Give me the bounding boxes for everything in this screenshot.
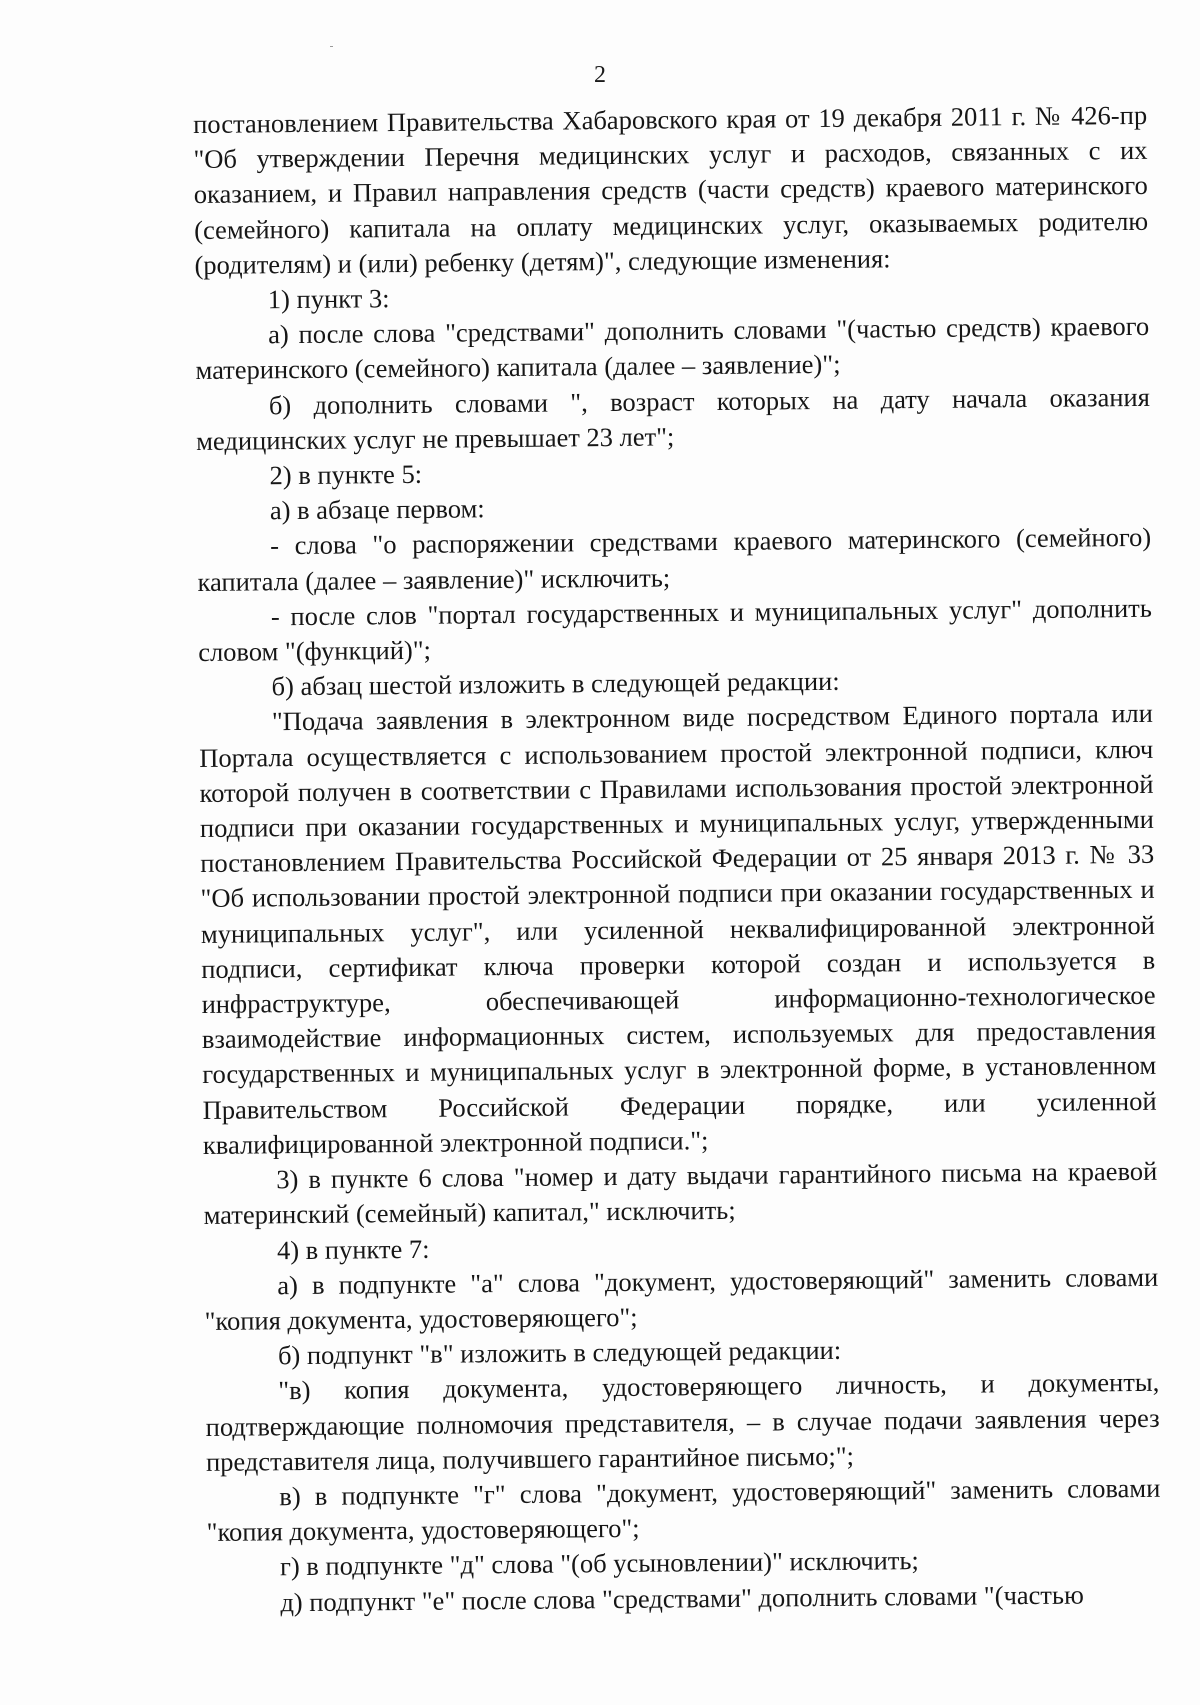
paragraph-item-4: 4) в пункте 7: — [276, 1233, 430, 1265]
paragraph-item-2a-dash-2: - после слов "портал государственных и муниципальных услуг" дополнить словом "(функций)"; — [198, 592, 1152, 668]
paragraph-item-4v: в) в подпункте "г" слова "документ, удостоверяющий" заменить словами "копия документа, удостоверяющего"; — [206, 1472, 1161, 1548]
paragraph-quote-signature: "Подача заявления в электронном виде посредством Единого портала или Портала осуществляется с использованием простой электронной подписи, ключ которой получен в соответствии с Правилами использования простой электронной подписи при оказании государственных и муниципальных услуг, утвержденными постановлением Правительства Российской Федерации от 25 января 2013 г. № 33 "Об использовании простой электронной подписи при оказании государственных и муниципальных услуг", или усиленной неквалифицированной электронной подписи, сертификат ключа проверки которой создан и используется в инфраструктуре, обеспечивающей информационно-технологическое взаимодействие информационных систем, используемых для предоставления государственных и муниципальных услуг в электронной форме, в установленном Правительством Российской Федерации порядке, или усиленной квалифицированной электронной подписи."; — [199, 698, 1157, 1160]
paragraph-item-1: 1) пункт 3: — [267, 283, 390, 315]
paragraph-item-4b: б) подпункт "в" изложить в следующей редакции: — [277, 1334, 842, 1371]
page-number: 2 — [594, 62, 606, 88]
paragraph-item-2: 2) в пункте 5: — [269, 458, 423, 491]
paragraph-item-3: 3) в пункте 6 слова "номер и дату выдачи гарантийного письма на краевой материнский (семейный) капитал," исключить; — [203, 1155, 1158, 1231]
paragraph-item-2a: а) в абзаце первом: — [269, 493, 485, 526]
paragraph-item-4b-quote: "в) копия документа, удостоверяющего личность, и документы, подтверждающие полномочия представителя, – в случае подачи заявления через представителя лица, получившего гарантийное письмо;"; — [205, 1367, 1160, 1477]
paragraph-item-4a: а) в подпункте "а" слова "документ, удостоверяющий" заменить словами "копия документа, удостоверяющего"; — [204, 1261, 1159, 1336]
paragraph-item-4g: г) в подпункте "д" слова "(об усыновлении)" исключить; — [279, 1545, 919, 1582]
paragraph-intro: постановлением Правительства Хабаровского края от 19 декабря 2011 г. № 426-пр "Об утверждении Перечня медицинских услуг и расходов, связанных с их оказанием, и Правил направления средств (части средств) краевого материнского (семейного) капитала на оплату медицинских услуг, оказываемых родителю (родителям) и (или) ребенку (детям)", следующие изменения: — [193, 99, 1149, 280]
paragraph-item-4d: д) подпункт "е" после слова "средствами" дополнить словами "(частью — [280, 1579, 1084, 1617]
paragraph-item-1b: б) дополнить словами ", возраст которых на дату начала оказания медицинских услуг не превышает 23 лет"; — [196, 381, 1150, 456]
paragraph-item-2b: б) абзац шестой изложить в следующей редакции: — [271, 666, 840, 702]
document-body — [193, 98, 1161, 1621]
paragraph-item-1a: а) после слова "средствами" дополнить словами "(частью средств) краевого материнского (семейного) капитала (далее – заявление)"; — [195, 311, 1150, 386]
scan-speck — [330, 46, 333, 47]
paragraph-item-2a-dash-1: - слова "о распоряжении средствами краевого материнского (семейного) капитала (далее – заявление)" исключить; — [197, 522, 1152, 597]
